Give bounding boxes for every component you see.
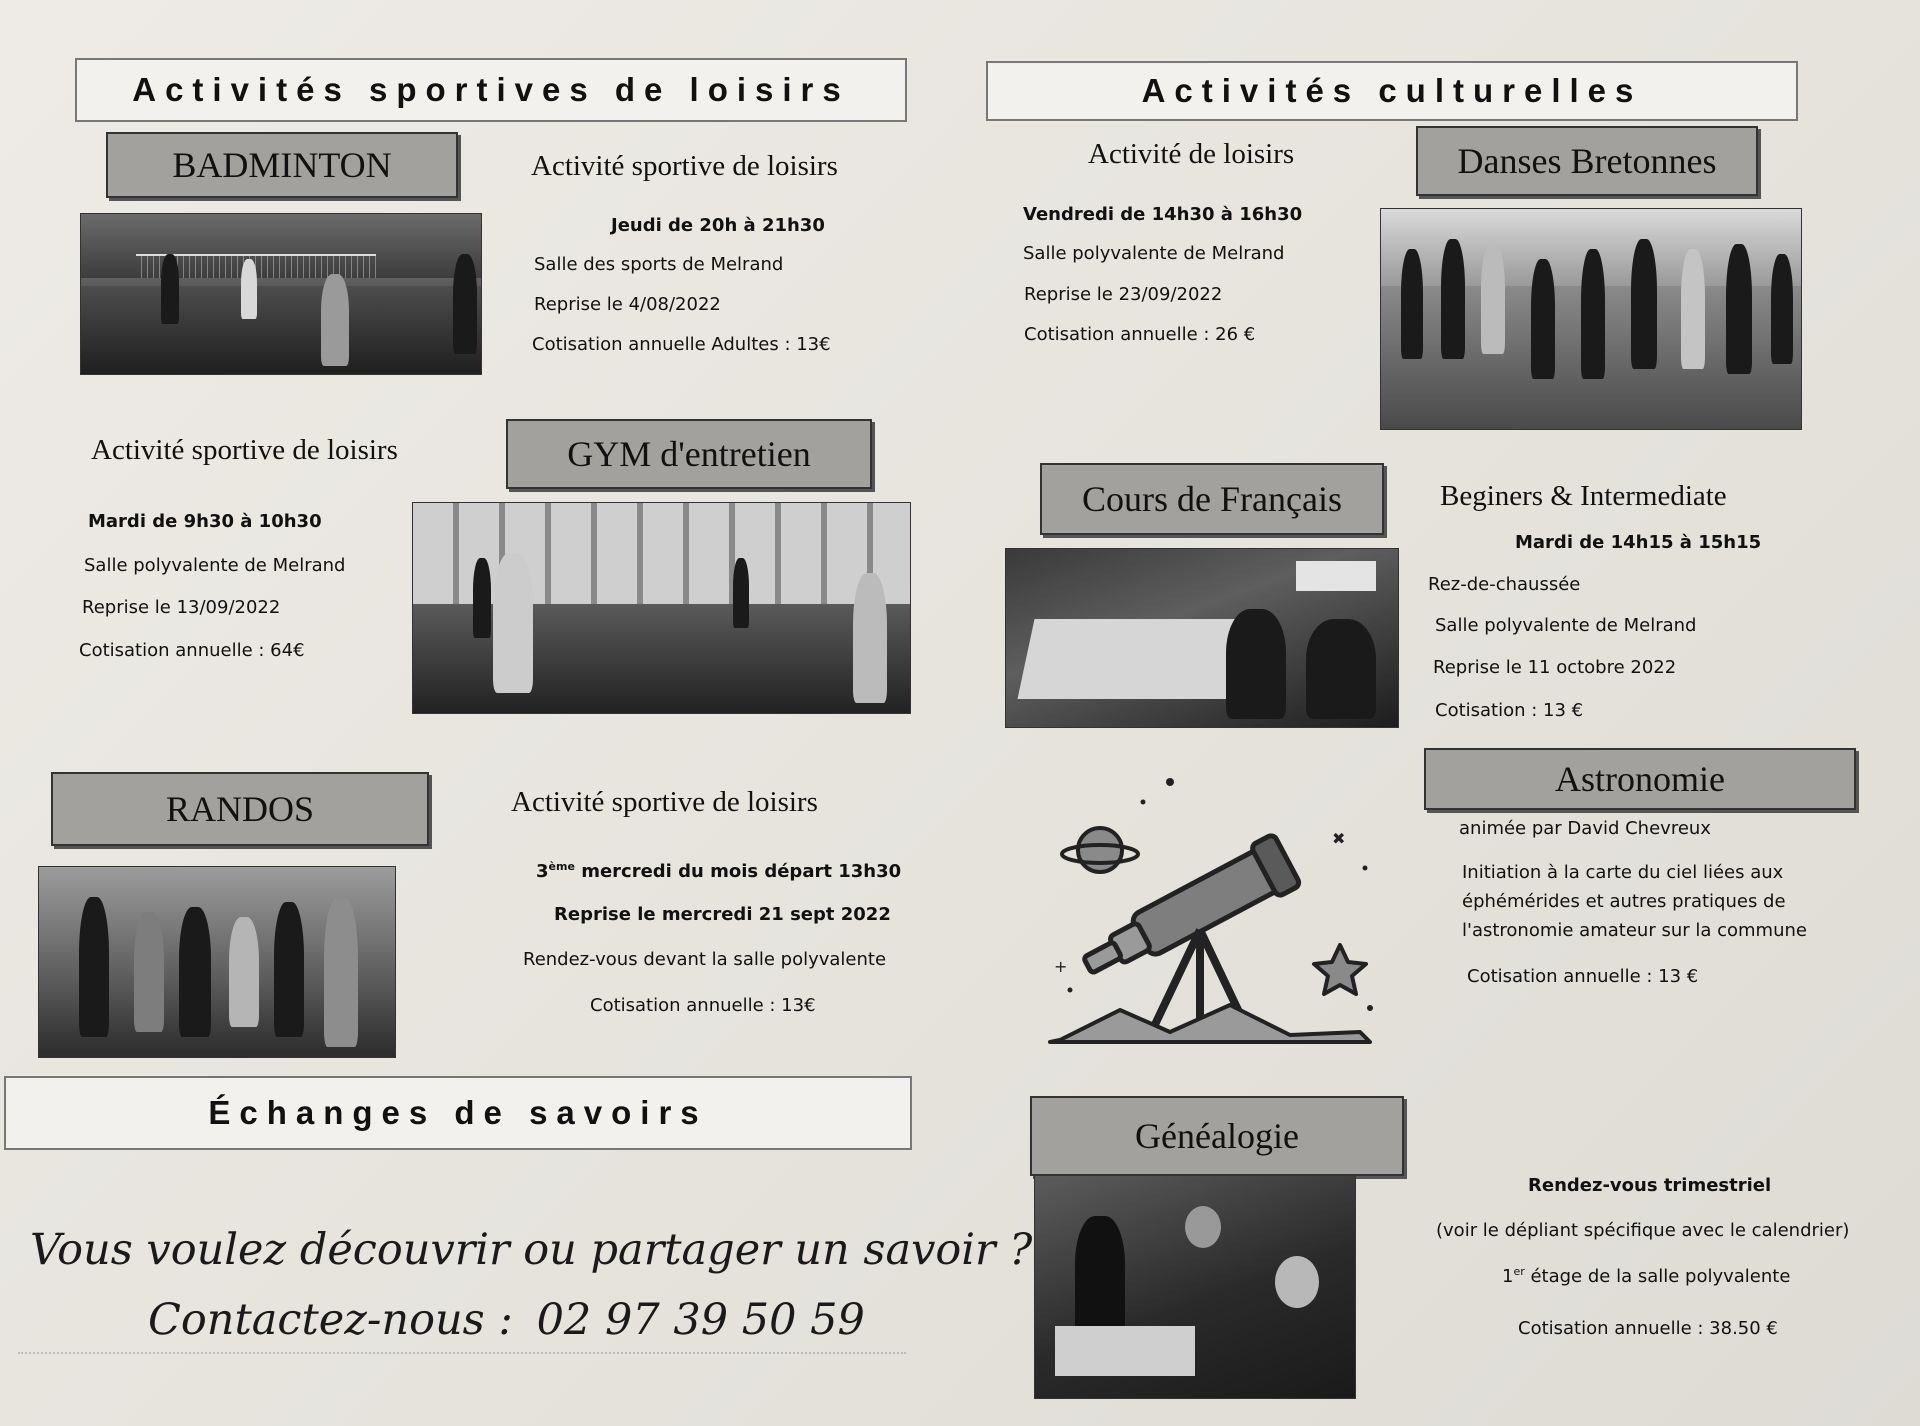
danses-schedule: Vendredi de 14h30 à 16h30 <box>1023 204 1303 225</box>
astronomie-desc3: l'astronomie amateur sur la commune <box>1462 920 1807 941</box>
echanges-contact-label: Contactez-nous : <box>148 1295 513 1345</box>
telescope-icon <box>1040 770 1410 1050</box>
danses-cotisation: Cotisation annuelle : 26 € <box>1024 324 1256 345</box>
randos-schedule: 3ème mercredi du mois départ 13h30 <box>536 860 902 882</box>
badminton-cotisation: Cotisation annuelle Adultes : 13€ <box>532 334 831 355</box>
francais-place: Salle polyvalente de Melrand <box>1435 615 1697 636</box>
astronomie-desc1: Initiation à la carte du ciel liées aux <box>1462 862 1784 883</box>
danses-title: Danses Bretonnes <box>1416 126 1758 196</box>
astronomie-title: Astronomie <box>1424 748 1856 810</box>
gym-photo <box>412 502 911 714</box>
randos-subtitle: Activité sportive de loisirs <box>511 786 818 818</box>
echanges-question: Vous voulez découvrir ou partager un savoir ? <box>30 1225 1033 1275</box>
randos-rdv: Rendez-vous devant la salle polyvalente <box>523 949 887 970</box>
genealogie-cotisation: Cotisation annuelle : 38.50 € <box>1518 1318 1778 1339</box>
gym-schedule: Mardi de 9h30 à 10h30 <box>88 511 322 532</box>
section-title-echanges: Échanges de savoirs <box>4 1076 912 1150</box>
danses-photo <box>1380 208 1802 430</box>
svg-text:✖: ✖ <box>1332 829 1346 848</box>
echanges-phone[interactable]: 02 97 39 50 59 <box>536 1295 865 1345</box>
section-title-sport: Activités sportives de loisirs <box>75 58 907 122</box>
badminton-schedule: Jeudi de 20h à 21h30 <box>611 215 825 236</box>
randos-cotisation: Cotisation annuelle : 13€ <box>590 995 816 1016</box>
svg-text:+: + <box>1054 957 1068 976</box>
gym-place: Salle polyvalente de Melrand <box>84 555 346 576</box>
astronomie-cotisation: Cotisation annuelle : 13 € <box>1467 966 1699 987</box>
badminton-place: Salle des sports de Melrand <box>534 254 784 275</box>
section-title-culture: Activités culturelles <box>986 61 1798 121</box>
badminton-title: BADMINTON <box>106 132 458 198</box>
randos-title: RANDOS <box>51 772 429 846</box>
gym-cotisation: Cotisation annuelle : 64€ <box>79 640 305 661</box>
genealogie-note: (voir le dépliant spécifique avec le calendrier) <box>1436 1220 1850 1241</box>
badminton-photo <box>80 213 482 375</box>
randos-photo <box>38 866 396 1058</box>
francais-floor: Rez-de-chaussée <box>1428 574 1581 595</box>
astronomie-desc2: éphémérides et autres pratiques de <box>1462 891 1786 912</box>
gym-reprise: Reprise le 13/09/2022 <box>82 597 281 618</box>
francais-title: Cours de Français <box>1040 463 1384 535</box>
francais-subtitle: Beginers & Intermediate <box>1440 480 1727 512</box>
genealogie-schedule: Rendez-vous trimestriel <box>1528 1175 1772 1196</box>
echanges-contact <box>148 1295 865 1345</box>
francais-reprise: Reprise le 11 octobre 2022 <box>1433 657 1677 678</box>
danses-place: Salle polyvalente de Melrand <box>1023 243 1285 264</box>
francais-photo <box>1005 548 1399 728</box>
danses-subtitle: Activité de loisirs <box>1088 138 1295 170</box>
gym-title: GYM d'entretien <box>506 419 872 489</box>
randos-reprise: Reprise le mercredi 21 sept 2022 <box>554 904 891 925</box>
astronomie-by: animée par David Chevreux <box>1459 818 1711 839</box>
genealogie-title: Généalogie <box>1030 1096 1404 1176</box>
genealogie-floor: 1er étage de la salle polyvalente <box>1502 1265 1791 1287</box>
genealogie-photo <box>1034 1175 1356 1399</box>
danses-reprise: Reprise le 23/09/2022 <box>1024 284 1223 305</box>
gym-subtitle: Activité sportive de loisirs <box>91 434 398 466</box>
francais-cotisation: Cotisation : 13 € <box>1435 700 1584 721</box>
badminton-reprise: Reprise le 4/08/2022 <box>534 294 721 315</box>
francais-schedule: Mardi de 14h15 à 15h15 <box>1515 532 1762 553</box>
badminton-subtitle: Activité sportive de loisirs <box>531 150 838 182</box>
